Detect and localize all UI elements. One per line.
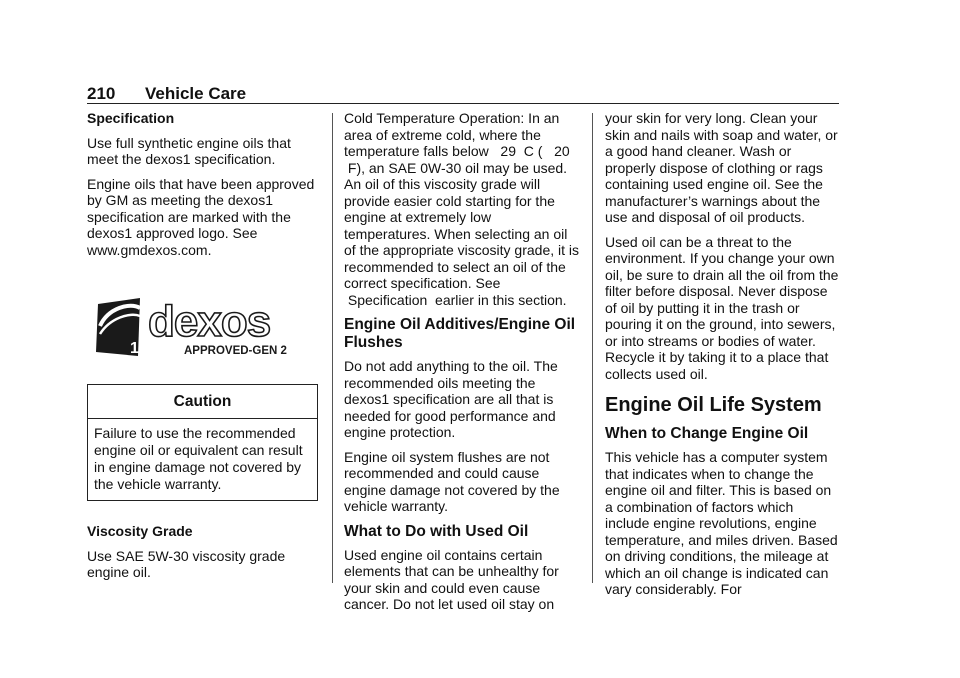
paragraph: Engine oils that have been approved by GM as meeting the dexos1 specification are marked with the dexos1 approved logo. See www.gmdexos.com. [87,175,315,258]
oil-life-system-heading: Engine Oil Life System [605,394,822,416]
page-number: 210 [87,84,116,103]
paragraph: Cold Temperature Operation: In an area of extreme cold, where the temperature falls below 29 C ( 20 F), an SAE 0W-30 oil may be used. An oil of this viscosity grade will provide easier cold starting for the engine at extremely low temperatures. When selecting an oil of the appropriate viscosity grade, it is recommended to select an oil of the correct specification. See Specification earlier in this section. [344,110,580,308]
paragraph: Used engine oil contains certain elements that can be unhealthy for your skin and could even cause cancer. Do not let used oil stay on [344,546,559,612]
specification-heading: Specification [87,110,175,126]
dexos-wordmark: dexos [148,297,271,346]
caution-title: Caution [88,385,317,420]
column-divider [592,113,593,583]
column-divider [332,113,333,583]
page-header [87,84,839,104]
header-divider [87,103,839,104]
paragraph: your skin for very long. Clean your skin and nails with soap and water, or a good hand cleaner. Wash or properly dispose of clothing or rags containing used engine oil. See the manufacturer’s warnings about the use and disposal of oil products. [605,110,838,225]
column-1 [87,110,319,589]
when-to-change-heading: When to Change Engine Oil [605,425,809,442]
additives-heading: Engine Oil Additives/Engine Oil Flushes [344,316,576,351]
column-2 [344,110,580,621]
paragraph: Engine oil system flushes are not recommended and could cause engine damage not covered by the vehicle warranty. [344,448,560,514]
badge-number: 1 [130,340,139,357]
section-title: Vehicle Care [145,84,247,103]
column-3 [605,110,841,606]
paragraph: This vehicle has a computer system that indicates when to change the engine oil and filter. This is based on a combination of factors which include engine revolutions, engine temperature, and miles driven. Based on driving conditions, the mileage at which an oil change is indicated can vary considerably. For [605,449,838,597]
dexos-badge-icon [96,298,140,357]
paragraph: Used oil can be a threat to the environment. If you change your own oil, be sure to drain all the oil from the filter before disposal. Never dispose of oil by putting it in the trash or pouring it on the ground, into sewers, or into streams or bodies of water. Recycle it by taking it to a place that collects used oil. [605,233,839,382]
caution-text: Failure to use the recommended engine oil or equivalent can result in engine damage not covered by the vehicle warranty. [94,425,303,492]
used-oil-heading: What to Do with Used Oil [344,522,529,540]
paragraph: Use SAE 5W-30 viscosity grade engine oil. [87,547,286,580]
paragraph: Do not add anything to the oil. The recommended oils meeting the dexos1 specification are all that is needed for good performance and engine protection. [344,358,558,440]
logo-tagline: APPROVED-GEN 2 [184,345,287,357]
viscosity-grade-heading: Viscosity Grade [87,523,193,539]
paragraph: Use full synthetic engine oils that meet the dexos1 specification. [87,134,291,167]
dexos-approved-logo [90,296,316,358]
caution-box [87,384,318,502]
